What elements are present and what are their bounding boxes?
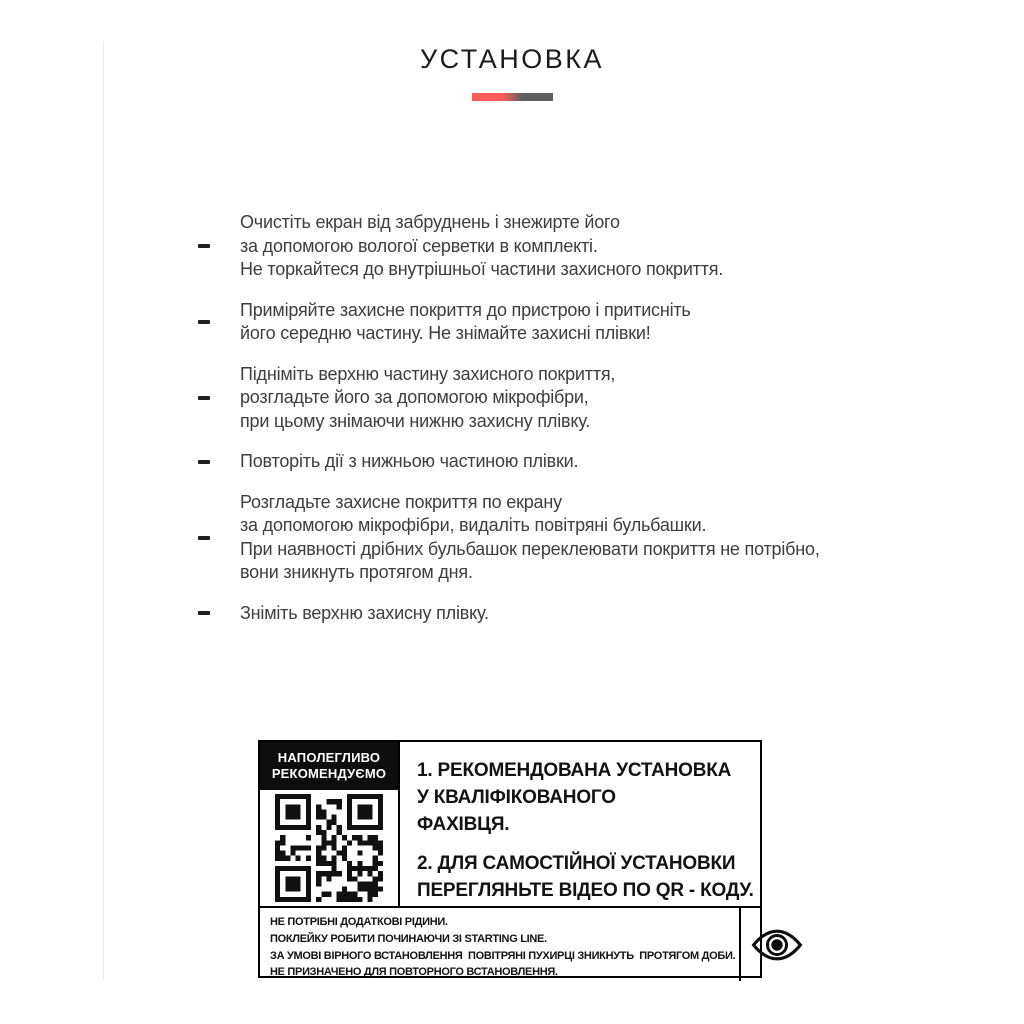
instruction-steps-list xyxy=(198,211,958,642)
dash-bullet-icon xyxy=(198,536,210,540)
step-line: При наявності дрібних бульбашок переклеювати покриття не потрібно, xyxy=(240,538,820,559)
step-line: при цьому знімаючи нижню захисну плівку. xyxy=(240,410,591,431)
instruction-line: 2. ДЛЯ САМОСТІЙНОЇ УСТАНОВКИ xyxy=(417,853,736,874)
step-line: за допомогою вологої серветки в комплекті. xyxy=(240,235,598,256)
dash-bullet-col xyxy=(198,299,240,346)
dash-bullet-icon xyxy=(198,611,210,615)
instruction-group xyxy=(417,757,754,838)
title-divider-bar xyxy=(472,93,553,101)
list-item xyxy=(198,363,958,434)
step-line: його середню частину. Не знімайте захисні плівки! xyxy=(240,323,651,343)
step-text xyxy=(240,363,615,434)
instruction-group xyxy=(417,850,754,904)
note-line: ЗА УМОВІ ВІРНОГО ВСТАНОВЛЕННЯ ПОВІТРЯНІ ПУХИРЦІ ЗНИКНУТЬ ПРОТЯГОМ ДОБИ. xyxy=(270,949,736,962)
note-line: НЕ ПОТРІБНІ ДОДАТКОВІ РІДИНИ. xyxy=(270,916,448,928)
step-text xyxy=(240,211,723,282)
dash-bullet-icon xyxy=(198,244,210,248)
instruction-line: ФАХІВЦЯ. xyxy=(417,814,510,835)
instruction-line: ПЕРЕГЛЯНЬТЕ ВІДЕО ПО QR - КОДУ. xyxy=(417,880,754,901)
badge-line-2: РЕКОМЕНДУЄМО xyxy=(271,766,387,781)
dash-bullet-col xyxy=(198,450,240,474)
badge-line-1: НАПОЛЕГЛИВО xyxy=(277,750,381,765)
list-item xyxy=(198,491,958,585)
recommendation-box-left-cell xyxy=(260,742,400,906)
dash-bullet-col xyxy=(198,211,240,282)
strongly-recommended-badge xyxy=(260,742,398,790)
step-text xyxy=(240,299,691,346)
dash-bullet-icon xyxy=(198,396,210,400)
step-line: Повторіть дії з нижньою частиною плівки. xyxy=(240,451,579,471)
dash-bullet-icon xyxy=(198,320,210,324)
step-line: Очистіть екран від забруднень і знежирте його xyxy=(240,212,620,232)
step-line: за допомогою мікрофібри, видаліть повітряні бульбашки. xyxy=(240,515,707,535)
dash-bullet-col xyxy=(198,363,240,434)
step-text xyxy=(240,450,578,474)
step-line: Підніміть верхню частину захисного покриття, xyxy=(240,363,616,384)
step-text xyxy=(240,602,489,626)
list-item xyxy=(198,602,958,626)
eye-icon xyxy=(751,928,803,962)
step-line: вони зникнуть протягом дня. xyxy=(240,562,473,582)
list-item xyxy=(198,299,958,346)
step-text xyxy=(240,491,820,585)
qr-code-wrap xyxy=(260,790,398,906)
step-line: Зніміть верхню захисну плівку. xyxy=(240,602,489,623)
page-title: УСТАНОВКА xyxy=(419,44,605,74)
note-line: ПОКЛЕЙКУ РОБИТИ ПОЧИНАЮЧИ ЗІ STARTING LINE. xyxy=(270,932,547,945)
step-line: Приміряйте захисне покриття до пристрою і притисніть xyxy=(240,299,691,320)
instruction-line: 1. РЕКОМЕНДОВАНА УСТАНОВКА xyxy=(417,760,732,781)
fine-print-notes xyxy=(260,908,741,981)
instruction-line: У КВАЛІФІКОВАНОГО xyxy=(417,787,616,808)
recommendation-box xyxy=(258,740,762,978)
dash-bullet-col xyxy=(198,491,240,585)
list-item xyxy=(198,211,958,282)
eye-icon-cell xyxy=(741,908,813,981)
list-item xyxy=(198,450,958,474)
step-line: Розгладьте захисне покриття по екрану xyxy=(240,491,562,512)
dash-bullet-col xyxy=(198,602,240,626)
note-line: НЕ ПРИЗНАЧЕНО ДЛЯ ПОВТОРНОГО ВСТАНОВЛЕННЯ. xyxy=(270,966,558,979)
dash-bullet-icon xyxy=(198,460,210,464)
page-left-rule xyxy=(103,42,104,980)
recommendation-box-bottom-row xyxy=(260,908,760,981)
step-line: Не торкайтеся до внутрішньої частини захисного покриття. xyxy=(240,259,724,279)
recommendation-instructions xyxy=(400,742,760,906)
qr-code-icon xyxy=(275,794,383,902)
recommendation-box-top-row xyxy=(260,742,760,908)
step-line: розгладьте його за допомогою мікрофібри, xyxy=(240,387,589,407)
